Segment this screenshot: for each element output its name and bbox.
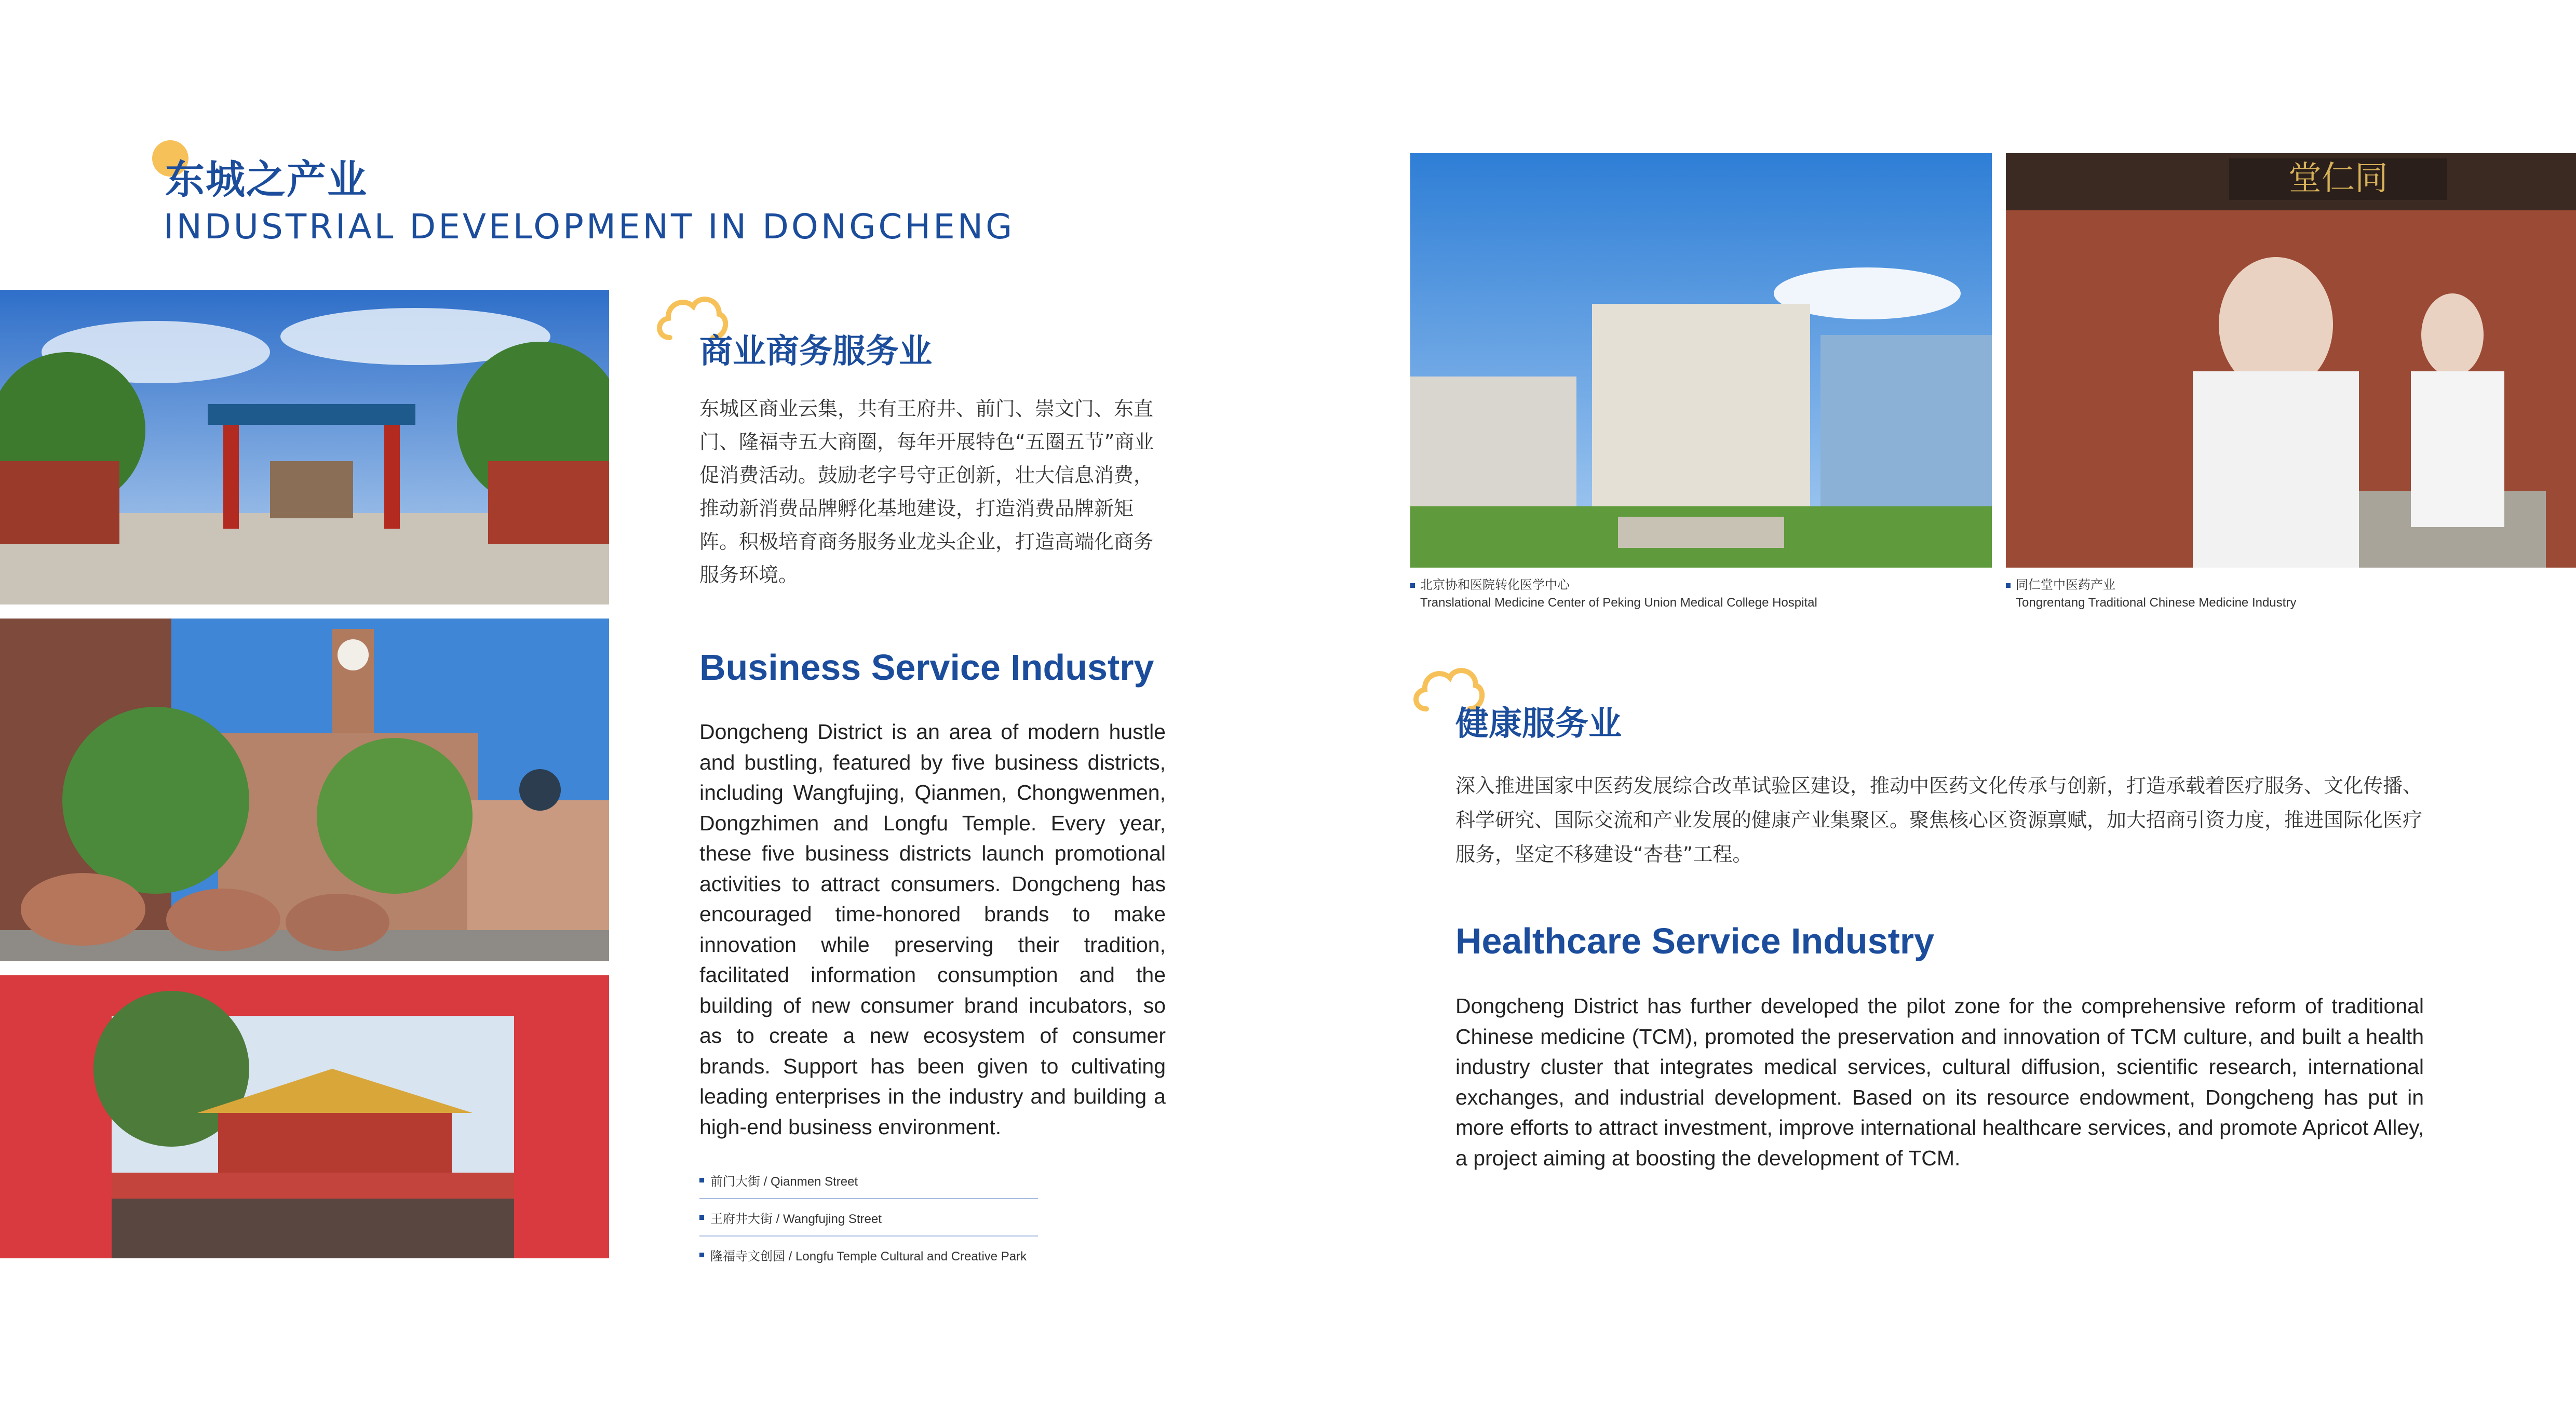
business-body-en: Dongcheng District is an area of modern hustle and bustling, featured by five business districts, including Wangfujing, Qianmen, Chongwenmen, Dongzhimen and Longfu Temple. Every year, these five business districts launch promotional activities to attract consumers. Dongcheng has encouraged time-honored brands to make innovation while preserving their tradition, facilitated information consumption and the building of new consumer brand incubators, so as to create a new ecosystem of consumer brands. Support has been given to cultivating leading enterprises in the industry and building a high-end business environment.: [699, 720, 1166, 1139]
photo-wangfujing-street: [0, 619, 609, 961]
business-photo-captions: [699, 1162, 1038, 1273]
caption-longfu: 隆福寺文创园 / Longfu Temple Cultural and Creative Park: [699, 1237, 1038, 1273]
photo-tongrentang-pharmacy: [2006, 153, 2576, 568]
photo-caption-pumc: 北京协和医院转化医学中心 Translational Medicine Center of Peking Union Medical College Hospital: [1410, 576, 1817, 612]
photo-longfu-temple-park: [0, 975, 609, 1258]
health-heading-cn: 健康服务业: [1455, 705, 1622, 743]
health-body-en: Dongcheng District has further developed the pilot zone for the comprehensive reform of traditional Chinese medicine (TCM), promoted the preservation and innovation of TCM culture, and built a health industry cluster that integrates medical services, cultural diffusion, scientific research, international exchanges, and industrial development. Based on its resource endowment, Dongcheng has put in more efforts to attract investment, improve international healthcare services, and promote Apricot Alley, a project aiming at boosting the development of TCM.: [1455, 994, 2424, 1170]
health-heading-en: Healthcare Service Industry: [1455, 921, 1935, 961]
caption-qianmen: 前门大街 / Qianmen Street: [699, 1162, 1038, 1199]
tongrentang-plaque-text: 堂仁同: [2288, 159, 2388, 198]
business-heading-cn: 商业商务服务业: [699, 332, 932, 371]
business-heading-en: Business Service Industry: [699, 647, 1154, 688]
photo-qianmen-street: [0, 290, 609, 604]
photo-pumc-translational-center: [1410, 153, 1992, 568]
health-body-cn: 深入推进国家中医药发展综合改革试验区建设，推动中医药文化传承与创新，打造承载着医疗服务、文化传播、科学研究、国际交流和产业发展的健康产业集聚区。聚焦核心区资源禀赋，加大招商引资力度，推进国际化医疗服务，坚定不移建设“杏巷”工程。: [1455, 774, 2423, 866]
page-title-cn: 东城之产业: [165, 156, 368, 203]
photo-caption-tongrentang: 同仁堂中医药产业 Tongrentang Traditional Chinese Medicine Industry: [2006, 576, 2296, 612]
business-body-cn: 东城区商业云集，共有王府井、前门、崇文门、东直门、隆福寺五大商圈，每年开展特色“五圈五节”商业促消费活动。鼓励老字号守正创新，壮大信息消费，推动新消费品牌孵化基地建设，打造消费品牌新矩阵。积极培育商务服务业龙头企业，打造高端化商务服务环境。: [699, 397, 1154, 586]
page-title-en: INDUSTRIAL DEVELOPMENT IN DONGCHENG: [164, 207, 1015, 247]
caption-wangfujing: 王府井大街 / Wangfujing Street: [699, 1199, 1038, 1237]
